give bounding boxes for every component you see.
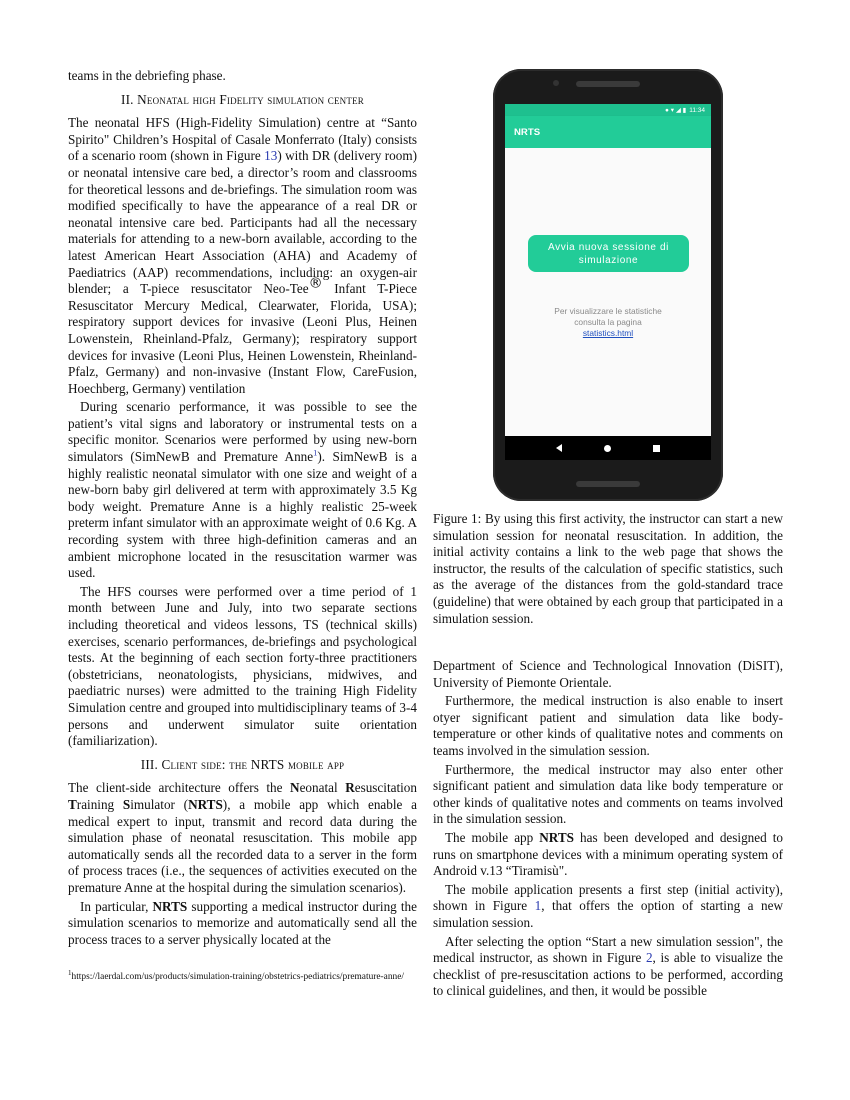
- intro-line: teams in the debriefing phase.: [68, 68, 226, 83]
- speaker-top: [576, 81, 640, 87]
- right-column: [433, 658, 783, 1000]
- status-icons: ● ▾ ◢ ▮: [665, 107, 687, 114]
- right-paragraph-3: The mobile app NRTS has been developed and designed to runs on smartphone devices with a minimum operating system of Android v.13 “Tiramisù".: [433, 829, 784, 879]
- section-3-heading: III. Client side: the NRTS mobile app: [140, 756, 345, 772]
- app-title: NRTS: [514, 126, 541, 138]
- registered-mark: ®: [308, 275, 323, 292]
- footnote: $^1$https://laerdal.com/us/products/simulation-training/obstetrics-pediatrics/premature-anne/: [68, 968, 404, 982]
- app-bar: [505, 116, 711, 148]
- phone-mockup: [493, 69, 723, 501]
- left-column: [68, 68, 417, 948]
- figure-2-link[interactable]: 2: [645, 950, 653, 966]
- front-camera: [553, 80, 559, 86]
- nav-bar: [505, 436, 711, 460]
- figure-13-link[interactable]: 13: [264, 148, 278, 164]
- phone-screen: [505, 104, 711, 460]
- section-3-paragraph-2: In particular, NRTS supporting a medical instructor during the simulation scenarios to memorize and automatically send all the process traces to a server physically located at the: [68, 898, 418, 947]
- speaker-bottom: [576, 481, 640, 487]
- section-2-paragraph-3: The HFS courses were performed over a time period of 1 month between June and July, into two separate sections including theoretical and videos lessons, TS (technical skills) exercises, scenario performances, de-briefings and psychological tests. At the beginning of each section forty-three practitioners (obstetricians, neonatologists, physicians, midwives, and paediatric nurses) were admitted to the training High Fidelity Simulation centre and grouped into multidisciplinary teams of 3-4 persons and underwent simulator suite orientation (familiarization).: [68, 583, 417, 749]
- back-icon[interactable]: [556, 444, 562, 452]
- figure-1-link[interactable]: 1: [534, 898, 542, 914]
- start-session-button[interactable]: Avvia nuova sessione di simulazione: [528, 235, 689, 272]
- recent-apps-icon[interactable]: [653, 445, 660, 452]
- status-bar: [505, 104, 711, 116]
- section-2-paragraph-1: The neonatal HFS (High-Fidelity Simulation) centre at “Santo Spirito" Children’s Hospital of Casale Monferrato (Italy) consists of a scenario room (shown in Figure 13) with DR (delivery room) or neonatal intensive care bed, a director’s room and classrooms for theoretical lessons and de-briefings. The simulation room was modified specifically to have the appearance of a real DR or neonatal intensive care bed. Participants had all the necessary materials for attending to a new-born available, according to the latest American Heart Association (AHA) and Academy of Paediatrics (AAP) recommendations, including: an oxygen-air blender; a T-piece resuscitator Neo-Tee® Infant T-Piece Resuscitator Mercury Medical, Clearwater, Florida, USA); respiratory support devices for invasive (Leoni Plus, Heinen Lowenstein, Rheinland-Pfalz, Germany); respiratory support devices for invasive (Leoni Plus, Heinen Lowenstein, Rheinland-Pfalz, Germany) and non-invasive (Instant Flow, CareFusion, Hoechberg, Germany) ventilation: [68, 115, 418, 396]
- right-paragraph-0: Department of Science and Technological Innovation (DiSIT), University of Piemonte Orientale.: [433, 658, 783, 690]
- footnote-url[interactable]: https://laerdal.com/us/products/simulation-training/obstetrics-pediatrics/premature-anne/: [71, 972, 404, 982]
- section-3-paragraph-1: The client-side architecture offers the Neonatal Resuscitation Training Simulator (NRTS), a mobile app which enable a medical expert to input, transmit and record data during the simulation phase of neonatal resuscitation. This mobile app automatically sends all the recorded data to a server in the form of process traces (i.e., the sequences of activities executed on the premature Anne at the hospital during the simulation scenarios).: [68, 780, 417, 895]
- right-paragraph-5: After selecting the option “Start a new simulation session", the medical instructor, as shown in Figure 2, is able to visualize the checklist of pre-resuscitation actions to be performed, according to clinical guidelines, and then, it would be possible: [433, 933, 783, 999]
- right-paragraph-4: The mobile application presents a first step (initial activity), shown in Figure 1, that offers the option of starting a new simulation session.: [433, 881, 783, 930]
- statistics-link[interactable]: statistics.html: [582, 327, 634, 338]
- footnote-1-link[interactable]: 1: [313, 447, 318, 458]
- figure-caption: Figure 1: By using this first activity, the instructor can start a new simulation session for neonatal resuscitation. In addition, the initial activity contains a link to the web page that shows the instructor, the results of the calculation of specific statistics, such as the average of the distances from the gold-standard trace (guideline) that were obtained by each group that participated in a simulation session.: [433, 511, 783, 626]
- section-2-paragraph-2: During scenario performance, it was possible to see the patient’s vital signs and laboratory or instrumental tests on a specific monitor. Scenarios were performed by using new-born simulators (SimNewB and Premature Anne$^1$). SimNewB is a highly realistic neonatal simulator with one size and weight of a new-born baby girl delivered at term with approximately 3.5 Kg body weight. Premature Anne is a highly realistic 25-week preterm infant simulator with an approximate weight of 0.6 Kg. A recording system with three high-definition cameras and an ambient microphone located in the resuscitation warmer was used.: [68, 399, 418, 581]
- statistics-info: Per visualizzare le statistiche consulta la pagina statistics.html: [515, 306, 701, 338]
- status-time: 11:34: [689, 106, 705, 114]
- section-2-heading: II. Neonatal high Fidelity simulation center: [121, 91, 364, 107]
- home-icon[interactable]: [604, 445, 611, 452]
- app-content: [505, 148, 711, 448]
- right-paragraph-1: Furthermore, the medical instruction is also enable to insert otyer significant patient and simulation data like body-temperature or other kinds of qualitative notes and comments on teams involved in the simulation session.: [433, 693, 783, 758]
- right-paragraph-2: Furthermore, the medical instructor may also enter other significant patient and simulation data like body temperature or other kinds of qualitative notes and comments on teams involved in the simulation session.: [433, 761, 783, 827]
